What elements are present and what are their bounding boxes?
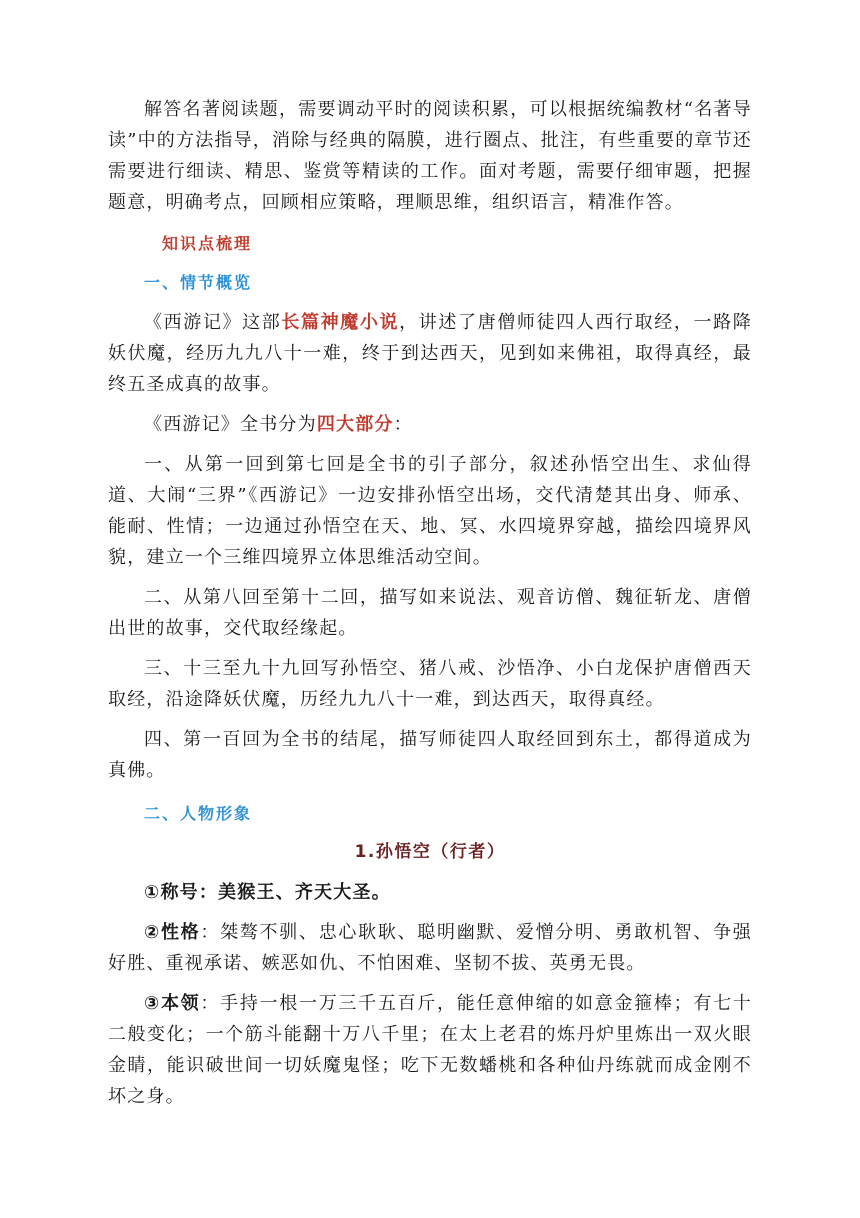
plot-heading: 一、情节概览 [144, 273, 253, 292]
plot-part-4: 四、第一百回为全书的结尾，描写师徒四人取经回到东土，都得道成为真佛。 [108, 729, 752, 781]
character-title-sun: 1.孙悟空（行者） [354, 842, 506, 862]
characters-heading: 二、人物形象 [144, 804, 253, 823]
section-title: 知识点梳理 [162, 234, 253, 253]
highlight-genre: 长篇神魔小说 [281, 312, 400, 333]
sun-personality [108, 917, 752, 979]
sun-skills [108, 988, 752, 1112]
text-run: 《西游记》全书分为 [144, 414, 317, 435]
text-run: 《西游记》这部 [144, 312, 282, 333]
sun-personality-value: ：桀骜不驯、忠心耿耿、聪明幽默、爱憎分明、勇敢机智、争强好胜、重视承诺、嫉恶如仇、不怕困难、坚韧不拔、英勇无畏。 [108, 922, 752, 974]
text-run: ： [393, 414, 413, 435]
label-skills: ③本领 [144, 993, 201, 1014]
plot-parts-intro [108, 409, 752, 440]
intro-paragraph: 解答名著阅读题，需要调动平时的阅读积累，可以根据统编教材“名著导读”中的方法指导，消除与经典的隔膜，进行圈点、批注，有些重要的章节还需要进行细读、精思、鉴赏等精读的工作。面对考题，需要仔细审题，把握题意，明确考点，回顾相应策略，理顺思维，组织语言，精准作答。 [108, 99, 752, 213]
highlight-four-parts: 四大部分 [316, 414, 394, 435]
sun-title-value: ：美猴王、齐天大圣。 [198, 882, 391, 903]
label-personality: ②性格 [144, 922, 201, 943]
sun-title-line [108, 877, 752, 908]
label-title: ①称号 [144, 882, 199, 903]
text-run: ，讲述了唐僧师徒四人西行取经，一路降妖伏魔，经历九九八十一难，终于到达西天，见到如来佛祖，取得真经，最终五圣成真的故事。 [108, 312, 752, 395]
plot-summary-paragraph [108, 307, 752, 400]
plot-part-1: 一、从第一回到第七回是全书的引子部分，叙述孙悟空出生、求仙得道、大闹“三界”《西游记》一边安排孙悟空出场，交代清楚其出身、师承、能耐、性情；一边通过孙悟空在天、地、冥、水四境界穿越，描绘四境界风貌，建立一个三维四境界立体思维活动空间。 [108, 454, 752, 568]
sun-skills-value: ：手持一根一万三千五百斤，能任意伸缩的如意金箍棒；有七十二般变化；一个筋斗能翻十万八千里；在太上老君的炼丹炉里炼出一双火眼金睛，能识破世间一切妖魔鬼怪；吃下无数蟠桃和各种仙丹练就而成金刚不坏之身。 [108, 993, 752, 1107]
plot-part-2: 二、从第八回至第十二回，描写如来说法、观音访僧、魏征斩龙、唐僧出世的故事，交代取经缘起。 [108, 587, 752, 639]
document-content [108, 94, 752, 1112]
plot-part-3: 三、十三至九十九回写孙悟空、猪八戒、沙悟净、小白龙保护唐僧西天取经，沿途降妖伏魔，历经九九八十一难，到达西天，取得真经。 [108, 658, 752, 710]
